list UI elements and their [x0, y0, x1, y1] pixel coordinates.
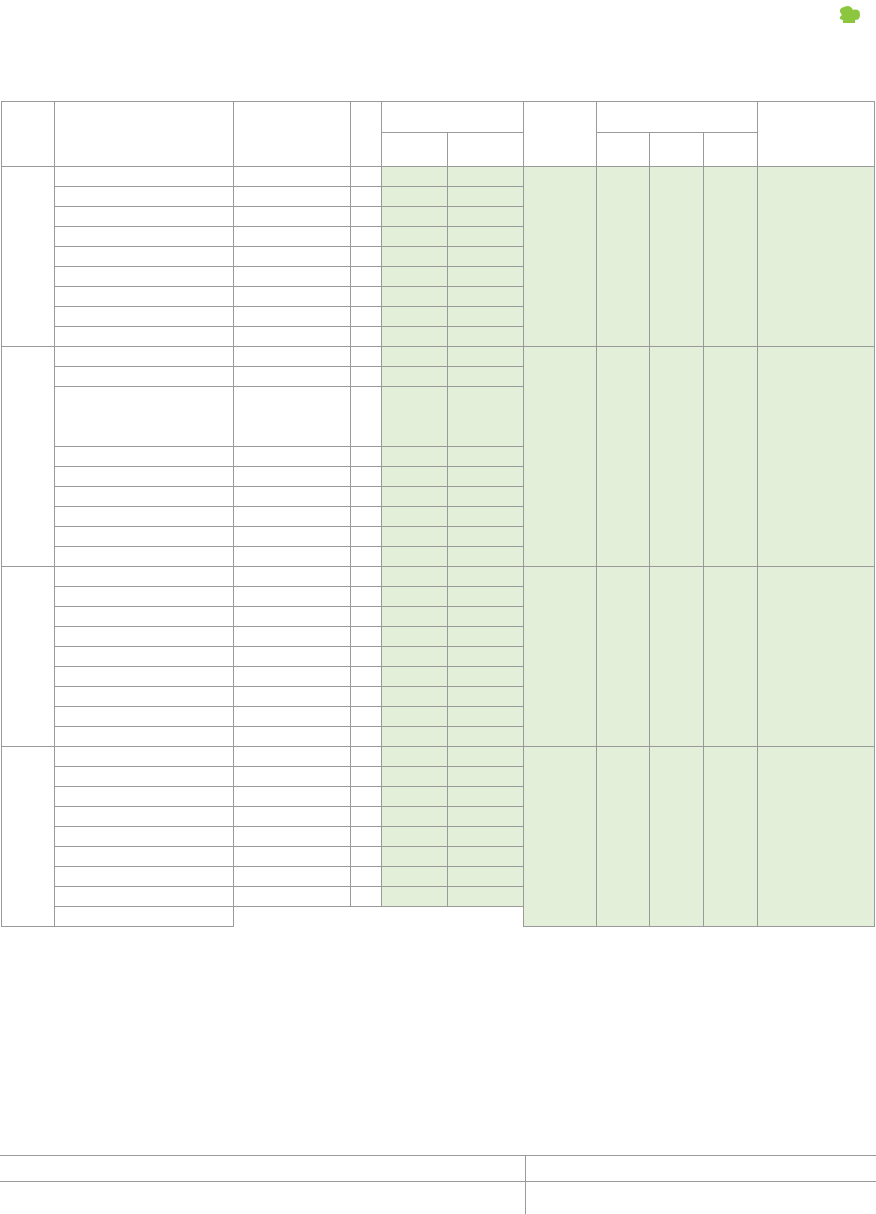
empty-cell — [55, 867, 234, 887]
table-row — [2, 347, 875, 367]
menu-dish — [55, 587, 234, 607]
protein-value — [596, 747, 649, 927]
food-cooked — [448, 267, 523, 287]
menu-dish — [55, 827, 234, 847]
footer-vdivider — [525, 1155, 526, 1214]
day-cell — [2, 167, 55, 347]
dessert-value — [757, 347, 874, 567]
col-dvt — [351, 102, 382, 167]
table-row — [2, 167, 875, 187]
food-cooked — [448, 247, 523, 267]
food-name — [233, 247, 350, 267]
food-cooked — [448, 567, 523, 587]
col-lipit — [650, 133, 704, 167]
food-raw — [382, 267, 448, 287]
col-thu — [2, 102, 55, 167]
glucid-value — [704, 347, 757, 567]
empty-cell — [382, 527, 448, 547]
food-name — [233, 227, 350, 247]
food-unit — [351, 687, 382, 707]
food-name — [233, 447, 350, 467]
energy-value — [523, 747, 596, 927]
food-unit — [351, 287, 382, 307]
empty-cell — [233, 307, 350, 327]
menu-dish — [55, 387, 234, 447]
empty-cell — [448, 547, 523, 567]
food-unit — [351, 867, 382, 887]
energy-value — [523, 347, 596, 567]
menu-dish — [55, 167, 234, 187]
food-name — [233, 267, 350, 287]
food-name — [233, 727, 350, 747]
food-name — [233, 647, 350, 667]
glucid-value — [704, 567, 757, 747]
table-row — [2, 747, 875, 767]
empty-cell — [233, 327, 350, 347]
food-unit — [351, 227, 382, 247]
footer-divider-2 — [0, 1181, 876, 1182]
col-tp-chin — [448, 133, 523, 167]
food-unit — [351, 367, 382, 387]
food-raw — [382, 247, 448, 267]
empty-cell — [55, 727, 234, 747]
food-raw — [382, 787, 448, 807]
food-cooked — [448, 347, 523, 367]
food-raw — [382, 207, 448, 227]
food-raw — [382, 167, 448, 187]
food-raw — [382, 767, 448, 787]
table-row — [2, 567, 875, 587]
food-name — [233, 827, 350, 847]
menu-dish — [55, 627, 234, 647]
food-name — [233, 707, 350, 727]
col-thuc-pham — [233, 102, 350, 167]
food-unit — [351, 487, 382, 507]
food-raw — [382, 707, 448, 727]
col-protein — [596, 133, 649, 167]
food-cooked — [448, 667, 523, 687]
food-cooked — [448, 767, 523, 787]
dessert-value — [757, 567, 874, 747]
food-name — [233, 687, 350, 707]
menu-dish — [55, 187, 234, 207]
food-name — [233, 287, 350, 307]
food-unit — [351, 827, 382, 847]
food-name — [233, 167, 350, 187]
hanoi-catering-logo — [768, 6, 868, 66]
menu-dish — [55, 567, 234, 587]
empty-cell — [55, 887, 234, 907]
food-name — [233, 367, 350, 387]
energy-value — [523, 567, 596, 747]
empty-cell — [233, 527, 350, 547]
menu-body — [2, 167, 875, 927]
food-unit — [351, 607, 382, 627]
food-unit — [351, 207, 382, 227]
food-name — [233, 467, 350, 487]
food-name — [233, 587, 350, 607]
food-cooked — [448, 187, 523, 207]
food-raw — [382, 827, 448, 847]
food-unit — [351, 627, 382, 647]
food-unit — [351, 467, 382, 487]
food-raw — [382, 287, 448, 307]
empty-cell — [55, 547, 234, 567]
food-raw — [382, 587, 448, 607]
food-unit — [351, 447, 382, 467]
food-raw — [382, 867, 448, 887]
menu-dish — [55, 247, 234, 267]
lipit-value — [650, 567, 704, 747]
empty-cell — [55, 707, 234, 727]
empty-cell — [233, 507, 350, 527]
food-cooked — [448, 687, 523, 707]
food-raw — [382, 567, 448, 587]
protein-value — [596, 567, 649, 747]
food-cooked — [448, 847, 523, 867]
empty-cell — [382, 307, 448, 327]
menu-dish — [55, 467, 234, 487]
empty-cell — [351, 327, 382, 347]
empty-cell — [55, 847, 234, 867]
empty-cell — [55, 487, 234, 507]
menu-table — [1, 101, 875, 927]
food-cooked — [448, 587, 523, 607]
food-cooked — [448, 827, 523, 847]
food-raw — [382, 647, 448, 667]
col-dinh-luong — [382, 102, 523, 133]
menu-dish — [55, 767, 234, 787]
food-cooked — [448, 747, 523, 767]
food-cooked — [448, 647, 523, 667]
food-name — [233, 867, 350, 887]
food-raw — [382, 687, 448, 707]
food-raw — [382, 747, 448, 767]
food-raw — [382, 887, 448, 907]
menu-dish — [55, 207, 234, 227]
empty-cell — [55, 527, 234, 547]
menu-dish — [55, 347, 234, 367]
food-name — [233, 207, 350, 227]
empty-cell — [55, 307, 234, 327]
empty-cell — [351, 527, 382, 547]
empty-cell — [382, 507, 448, 527]
col-glucid — [704, 133, 757, 167]
lipit-value — [650, 347, 704, 567]
food-raw — [382, 467, 448, 487]
food-name — [233, 347, 350, 367]
empty-cell — [351, 307, 382, 327]
empty-cell — [448, 527, 523, 547]
food-unit — [351, 567, 382, 587]
empty-cell — [55, 287, 234, 307]
food-name — [233, 667, 350, 687]
food-unit — [351, 787, 382, 807]
day-cell — [2, 747, 55, 927]
glucid-value — [704, 747, 757, 927]
food-raw — [382, 847, 448, 867]
food-name — [233, 847, 350, 867]
food-raw — [382, 487, 448, 507]
menu-dish — [55, 747, 234, 767]
food-unit — [351, 807, 382, 827]
food-cooked — [448, 367, 523, 387]
empty-cell — [382, 547, 448, 567]
food-raw — [382, 227, 448, 247]
protein-value — [596, 347, 649, 567]
day-cell — [2, 567, 55, 747]
food-raw — [382, 387, 448, 447]
energy-value — [523, 167, 596, 347]
food-unit — [351, 707, 382, 727]
food-name — [233, 747, 350, 767]
food-cooked — [448, 867, 523, 887]
food-unit — [351, 347, 382, 367]
empty-cell — [448, 307, 523, 327]
food-name — [233, 627, 350, 647]
empty-cell — [448, 327, 523, 347]
food-name — [233, 887, 350, 907]
food-unit — [351, 167, 382, 187]
empty-cell — [351, 507, 382, 527]
food-cooked — [448, 887, 523, 907]
food-name — [233, 807, 350, 827]
food-cooked — [448, 387, 523, 447]
food-name — [233, 387, 350, 447]
food-cooked — [448, 167, 523, 187]
food-cooked — [448, 467, 523, 487]
food-unit — [351, 727, 382, 747]
food-cooked — [448, 447, 523, 467]
empty-cell — [55, 687, 234, 707]
menu-dish — [55, 647, 234, 667]
food-cooked — [448, 787, 523, 807]
col-ty-le — [596, 102, 757, 133]
food-cooked — [448, 487, 523, 507]
food-unit — [351, 267, 382, 287]
col-tp-song — [382, 133, 448, 167]
food-raw — [382, 187, 448, 207]
food-unit — [351, 387, 382, 447]
menu-dish — [55, 607, 234, 627]
food-name — [233, 607, 350, 627]
dessert-value — [757, 747, 874, 927]
menu-dish — [55, 787, 234, 807]
empty-cell — [382, 327, 448, 347]
food-unit — [351, 747, 382, 767]
food-cooked — [448, 287, 523, 307]
food-cooked — [448, 227, 523, 247]
food-name — [233, 787, 350, 807]
lipit-value — [650, 167, 704, 347]
dessert-value — [757, 167, 874, 347]
menu-dish — [55, 227, 234, 247]
food-unit — [351, 767, 382, 787]
lipit-value — [650, 747, 704, 927]
food-unit — [351, 647, 382, 667]
food-raw — [382, 807, 448, 827]
food-name — [233, 187, 350, 207]
food-cooked — [448, 727, 523, 747]
food-raw — [382, 447, 448, 467]
food-raw — [382, 607, 448, 627]
food-raw — [382, 347, 448, 367]
food-name — [233, 487, 350, 507]
document-header — [0, 0, 876, 75]
food-unit — [351, 247, 382, 267]
food-cooked — [448, 607, 523, 627]
empty-cell — [233, 547, 350, 567]
food-cooked — [448, 807, 523, 827]
menu-dish — [55, 447, 234, 467]
food-raw — [382, 667, 448, 687]
food-raw — [382, 627, 448, 647]
food-raw — [382, 367, 448, 387]
empty-cell — [351, 547, 382, 567]
food-unit — [351, 847, 382, 867]
day-cell — [2, 347, 55, 567]
food-cooked — [448, 207, 523, 227]
chef-hat-icon — [840, 6, 860, 23]
food-unit — [351, 587, 382, 607]
food-name — [233, 567, 350, 587]
food-name — [233, 767, 350, 787]
empty-cell — [55, 267, 234, 287]
empty-cell — [55, 907, 234, 927]
footer-divider-1 — [0, 1155, 876, 1156]
menu-dish — [55, 807, 234, 827]
food-unit — [351, 667, 382, 687]
food-cooked — [448, 707, 523, 727]
col-trang-mieng — [757, 102, 874, 167]
empty-cell — [55, 507, 234, 527]
col-thuc-don — [55, 102, 234, 167]
food-cooked — [448, 627, 523, 647]
food-unit — [351, 187, 382, 207]
food-raw — [382, 727, 448, 747]
empty-cell — [55, 327, 234, 347]
glucid-value — [704, 167, 757, 347]
protein-value — [596, 167, 649, 347]
col-nang-luong — [523, 102, 596, 167]
food-unit — [351, 887, 382, 907]
empty-cell — [55, 667, 234, 687]
empty-cell — [448, 507, 523, 527]
menu-dish — [55, 367, 234, 387]
